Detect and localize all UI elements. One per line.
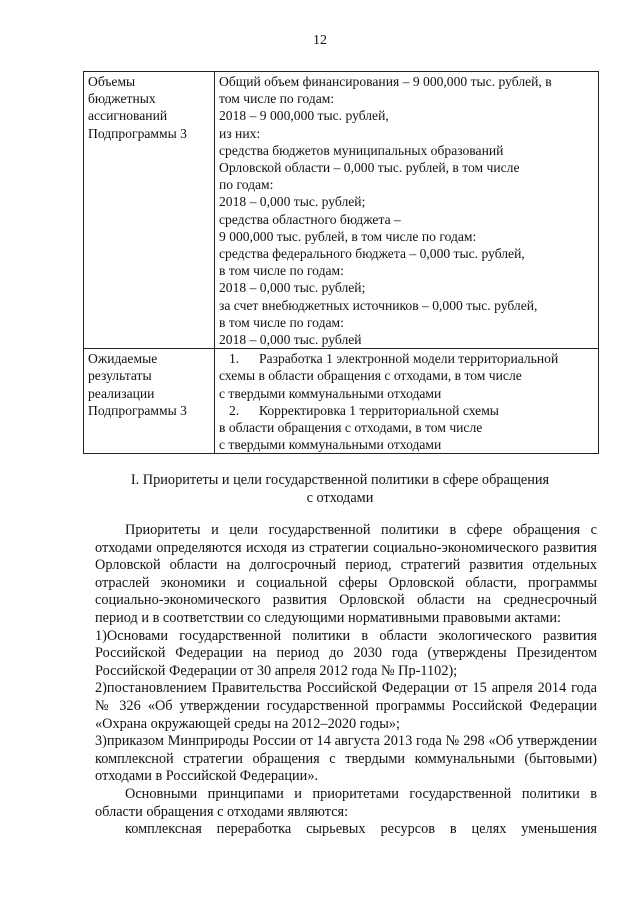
- result-item-first-line: [219, 402, 594, 419]
- result-item-first-line: [219, 350, 594, 367]
- list-item: [95, 733, 597, 786]
- paragraph: комплексная переработка сырьевых ресурсов в целях уменьшения: [125, 821, 597, 838]
- list-item: [95, 680, 597, 733]
- results-label-cell: [84, 349, 215, 454]
- value-line: в том числе по годам:: [219, 263, 344, 279]
- result-line: схемы в области обращения с отходами, в том числе: [219, 368, 522, 384]
- page-number: 12: [313, 33, 327, 48]
- value-line: за счет внебюджетных источников – 0,000 тыс. рублей,: [219, 297, 538, 313]
- passport-table: [83, 71, 599, 454]
- paragraph: Основными принципами и приоритетами государственной политики в области обращения с отходами являются:: [95, 785, 597, 820]
- table-row-budget: [84, 72, 599, 349]
- label-line: Подпрограммы 3: [88, 402, 187, 418]
- value-line: средства федерального бюджета – 0,000 тыс. рублей,: [219, 246, 525, 262]
- section-title: [90, 472, 590, 507]
- label-line: Подпрограммы 3: [88, 125, 187, 141]
- list-text: приказом Минприроды России от 14 августа 2013 года № 298 «Об утверждении комплексной стратегии обращения с твердыми коммунальными (бытовыми) отходами в Российской Федерации».: [95, 733, 597, 785]
- label-line: ассигнований: [88, 108, 168, 124]
- budget-label-cell: [84, 72, 215, 349]
- budget-value-cell: [215, 72, 599, 349]
- value-line: по годам:: [219, 177, 274, 193]
- list-item: [95, 628, 597, 681]
- value-line: средства бюджетов муниципальных образований: [219, 142, 504, 158]
- list-number: 1): [95, 627, 107, 644]
- value-line: 2018 – 0,000 тыс. рублей: [219, 332, 362, 348]
- list-number: 3): [95, 733, 107, 750]
- value-line: 2018 – 0,000 тыс. рублей;: [219, 194, 366, 210]
- section-title-line: I. Приоритеты и цели государственной политики в сфере обращения: [130, 472, 550, 488]
- result-line: в области обращения с отходами, в том числе: [219, 420, 483, 436]
- results-value-cell: [215, 349, 599, 454]
- list-text: Основами государственной политики в области экологического развития Российской Федерации на период до 2030 года (утверждены Президентом Российской Федерации от 30 апреля 2012 года № Пр-1102);: [95, 627, 597, 679]
- list-text: постановлением Правительства Российской Федерации от 15 апреля 2014 года № 326 «Об утверждении государственной программы Российской Федерации «Охрана окружающей среды на 2012–2020 годы»;: [95, 680, 597, 732]
- value-line: 9 000,000 тыс. рублей, в том числе по годам:: [219, 228, 477, 244]
- paragraph: Приоритеты и цели государственной политики в сфере обращения с отходами определяются исходя из стратегии социально-экономического развития Орловской области на долгосрочный период, стратегий развития отдельных отраслей экономики и социальной сферы Орловской области, программы социально-экономического развития Орловской области на среднесрочный период и в соответствии со следующими нормативными правовыми актами:: [95, 522, 597, 626]
- result-line: с твердыми коммунальными отходами: [219, 437, 442, 453]
- table-row-results: [84, 349, 599, 454]
- value-line: том числе по годам:: [219, 91, 335, 107]
- result-text: Корректировка 1 территориальной схемы: [259, 402, 499, 418]
- section-title-line: с отходами: [306, 489, 374, 506]
- value-line: Орловской области – 0,000 тыс. рублей, в том числе: [219, 160, 520, 176]
- value-line: Общий объем финансирования – 9 000,000 тыс. рублей, в: [219, 74, 552, 89]
- label-line: бюджетных: [88, 91, 156, 107]
- list-number: 2): [95, 680, 107, 697]
- value-line: 2018 – 0,000 тыс. рублей;: [219, 280, 366, 296]
- label-line: Объемы: [88, 74, 136, 89]
- value-line: в том числе по годам:: [219, 314, 344, 330]
- label-line: реализации: [88, 385, 155, 401]
- body-text: [95, 522, 597, 839]
- label-line: Ожидаемые: [88, 351, 158, 367]
- result-text: Разработка 1 электронной модели территориальной: [259, 351, 559, 367]
- value-line: 2018 – 9 000,000 тыс. рублей,: [219, 108, 389, 124]
- result-number: 2.: [229, 402, 240, 418]
- value-line: средства областного бюджета –: [219, 211, 401, 227]
- label-line: результаты: [88, 368, 152, 384]
- result-number: 1.: [229, 351, 240, 367]
- value-line: из них:: [219, 125, 261, 141]
- result-line: с твердыми коммунальными отходами: [219, 385, 442, 401]
